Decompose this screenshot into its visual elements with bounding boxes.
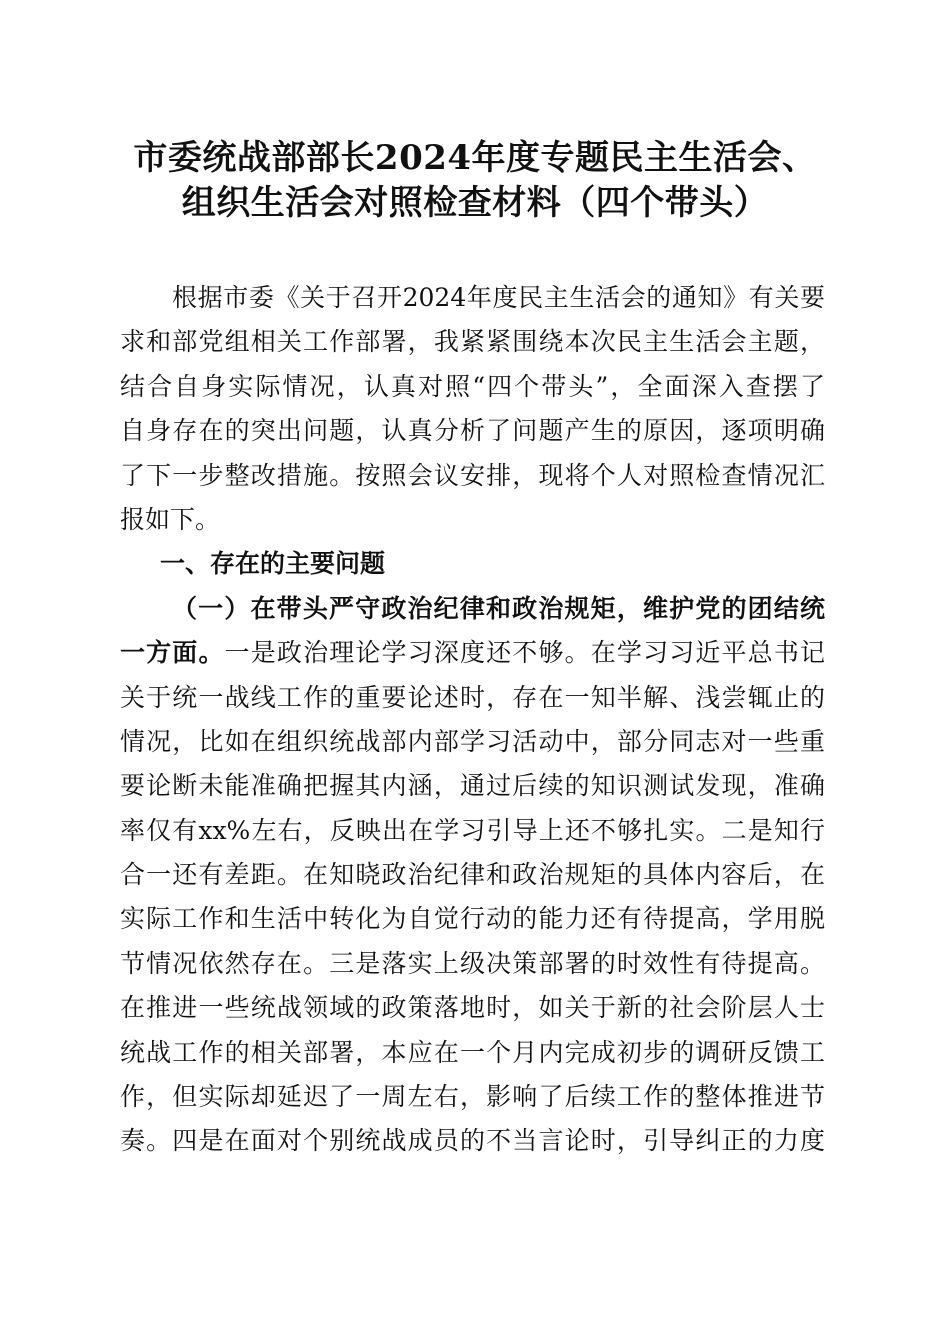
body-line: 情况，比如在组织统战部内部学习活动中，部分同志对一些重: [120, 726, 825, 756]
body-line: 率仅有xx%左右，反映出在学习引导上还不够扎实。二是知行: [120, 815, 825, 845]
body-line: 节情况依然存在。三是落实上级决策部署的时效性有待提高。: [120, 948, 825, 978]
section-heading: 一、存在的主要问题: [160, 549, 386, 579]
document-body: [120, 276, 825, 1164]
body-line: 作，但实际却延迟了一周左右，影响了后续工作的整体推进节: [120, 1082, 825, 1112]
intro-line: 报如下。: [120, 504, 221, 534]
intro-line: 自身存在的突出问题，认真分析了问题产生的原因，逐项明确: [120, 416, 825, 446]
document-title-line-2: 组织生活会对照检查材料（四个带头）: [181, 183, 769, 223]
document-title-line-1: 市委统战部部长2024年度专题民主生活会、: [133, 138, 817, 178]
body-line: 要论断未能准确把握其内涵，通过后续的知识测试发现，准确: [120, 771, 825, 801]
intro-line: 根据市委《关于召开2024年度民主生活会的通知》有关要: [172, 283, 825, 312]
body-line: 在推进一些统战领域的政策落地时，如关于新的社会阶层人士: [120, 993, 825, 1023]
body-line: 统战工作的相关部署，本应在一个月内完成初步的调研反馈工: [120, 1037, 825, 1067]
subsection-line: [120, 631, 825, 675]
subsection-text: 一是政治理论学习深度还不够。在学习习近平总书记: [224, 638, 825, 668]
body-line: 实际工作和生活中转化为自觉行动的能力还有待提高，学用脱: [120, 904, 825, 934]
body-line: 关于统一战线工作的重要论述时，存在一知半解、浅尝辄止的: [120, 682, 825, 712]
intro-line: 结合自身实际情况，认真对照“四个带头”，全面深入查摆了: [120, 371, 825, 401]
subsection-title-end: 一方面。: [120, 638, 225, 668]
intro-line: 求和部党组相关工作部署，我紧紧围绕本次民主生活会主题，: [120, 327, 825, 357]
subsection-title-line: （一）在带头严守政治纪律和政治规矩，维护党的团结统: [172, 593, 825, 623]
intro-line: 了下一步整改措施。按照会议安排，现将个人对照检查情况汇: [120, 460, 825, 490]
body-line: 合一还有差距。在知晓政治纪律和政治规矩的具体内容后，在: [120, 860, 825, 890]
body-line: 奏。四是在面对个别统战成员的不当言论时，引导纠正的力度: [120, 1126, 825, 1156]
